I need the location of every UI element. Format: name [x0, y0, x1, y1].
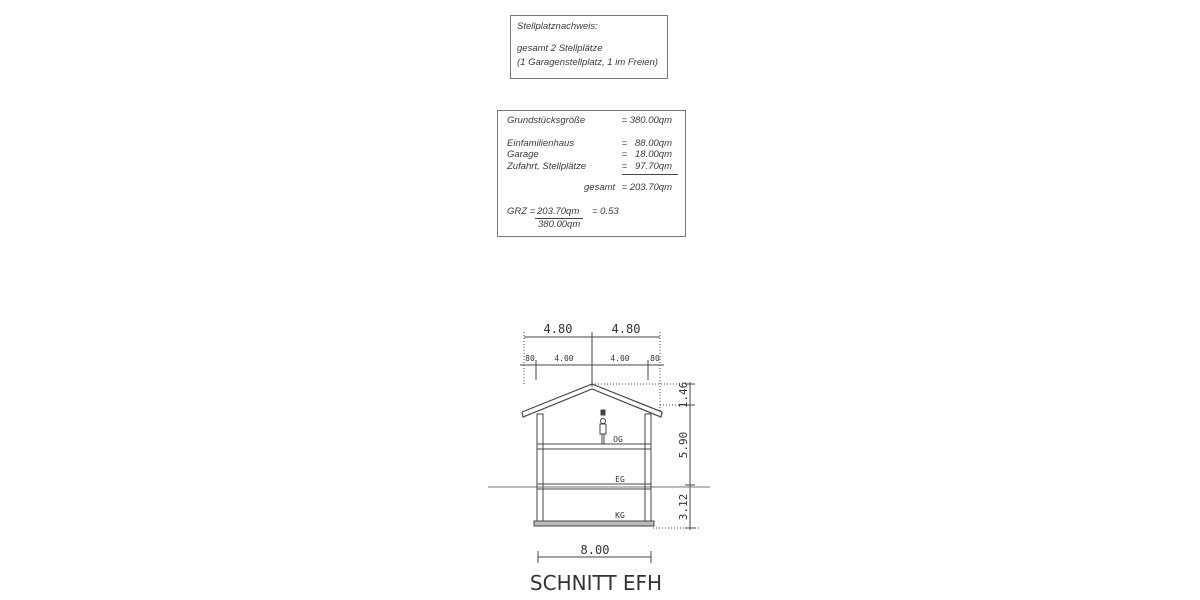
floor-label-kg: KG	[615, 511, 625, 520]
sub-dim-1: 80	[525, 354, 535, 363]
top-dim-right: 4.80	[611, 322, 641, 336]
total-value: = 203.70qm	[621, 182, 672, 193]
drawing-line	[601, 419, 606, 424]
sub-dim-2: 4.00	[554, 354, 574, 363]
grz-result: = 0.53	[592, 206, 619, 217]
area-label-driveway: Zufahrt, Stellplätze	[507, 161, 587, 172]
sub-dim-3: 4.00	[610, 354, 630, 363]
roof	[522, 384, 662, 417]
area-label-garage: Garage	[507, 149, 539, 160]
section-title: SCHNITT EFH	[529, 571, 663, 595]
parking-title: Stellplatznachweis:	[517, 21, 598, 32]
floor-label-og: OG	[613, 435, 623, 444]
top-dim-left: 4.80	[543, 322, 573, 336]
area-label-house: Einfamilienhaus	[507, 138, 575, 149]
height-dim-roof: 1.46	[677, 381, 690, 409]
person-icon	[600, 410, 606, 444]
height-dim-upper: 5.90	[677, 431, 690, 459]
plot-size-value: = 380.00qm	[621, 115, 672, 126]
floor-label-eg: EG	[615, 475, 625, 484]
grz-label: GRZ =	[507, 206, 536, 217]
grz-denominator: 380.00qm	[538, 219, 581, 230]
base-slab	[534, 521, 654, 526]
total-label: gesamt	[584, 182, 616, 193]
area-value-house: = 88.00qm	[621, 138, 672, 149]
width-dim: 8.00	[580, 543, 610, 557]
parking-line-1: gesamt 2 Stellplätze	[517, 43, 603, 54]
area-value-driveway: = 97.70qm	[621, 161, 672, 172]
area-value-garage: = 18.00qm	[621, 149, 672, 160]
drawing-line	[600, 424, 606, 434]
height-dim-basement: 3.12	[677, 493, 690, 521]
left-wall	[537, 414, 543, 522]
drawing-line	[601, 410, 605, 415]
parking-line-2: (1 Garagenstellplatz, 1 im Freien)	[517, 57, 658, 68]
right-wall	[645, 414, 651, 522]
og-floor	[537, 444, 651, 449]
sub-dim-4: 80	[650, 354, 660, 363]
plot-size-label: Grundstücksgröße	[507, 115, 586, 126]
grz-numerator: 203.70qm	[537, 206, 580, 217]
